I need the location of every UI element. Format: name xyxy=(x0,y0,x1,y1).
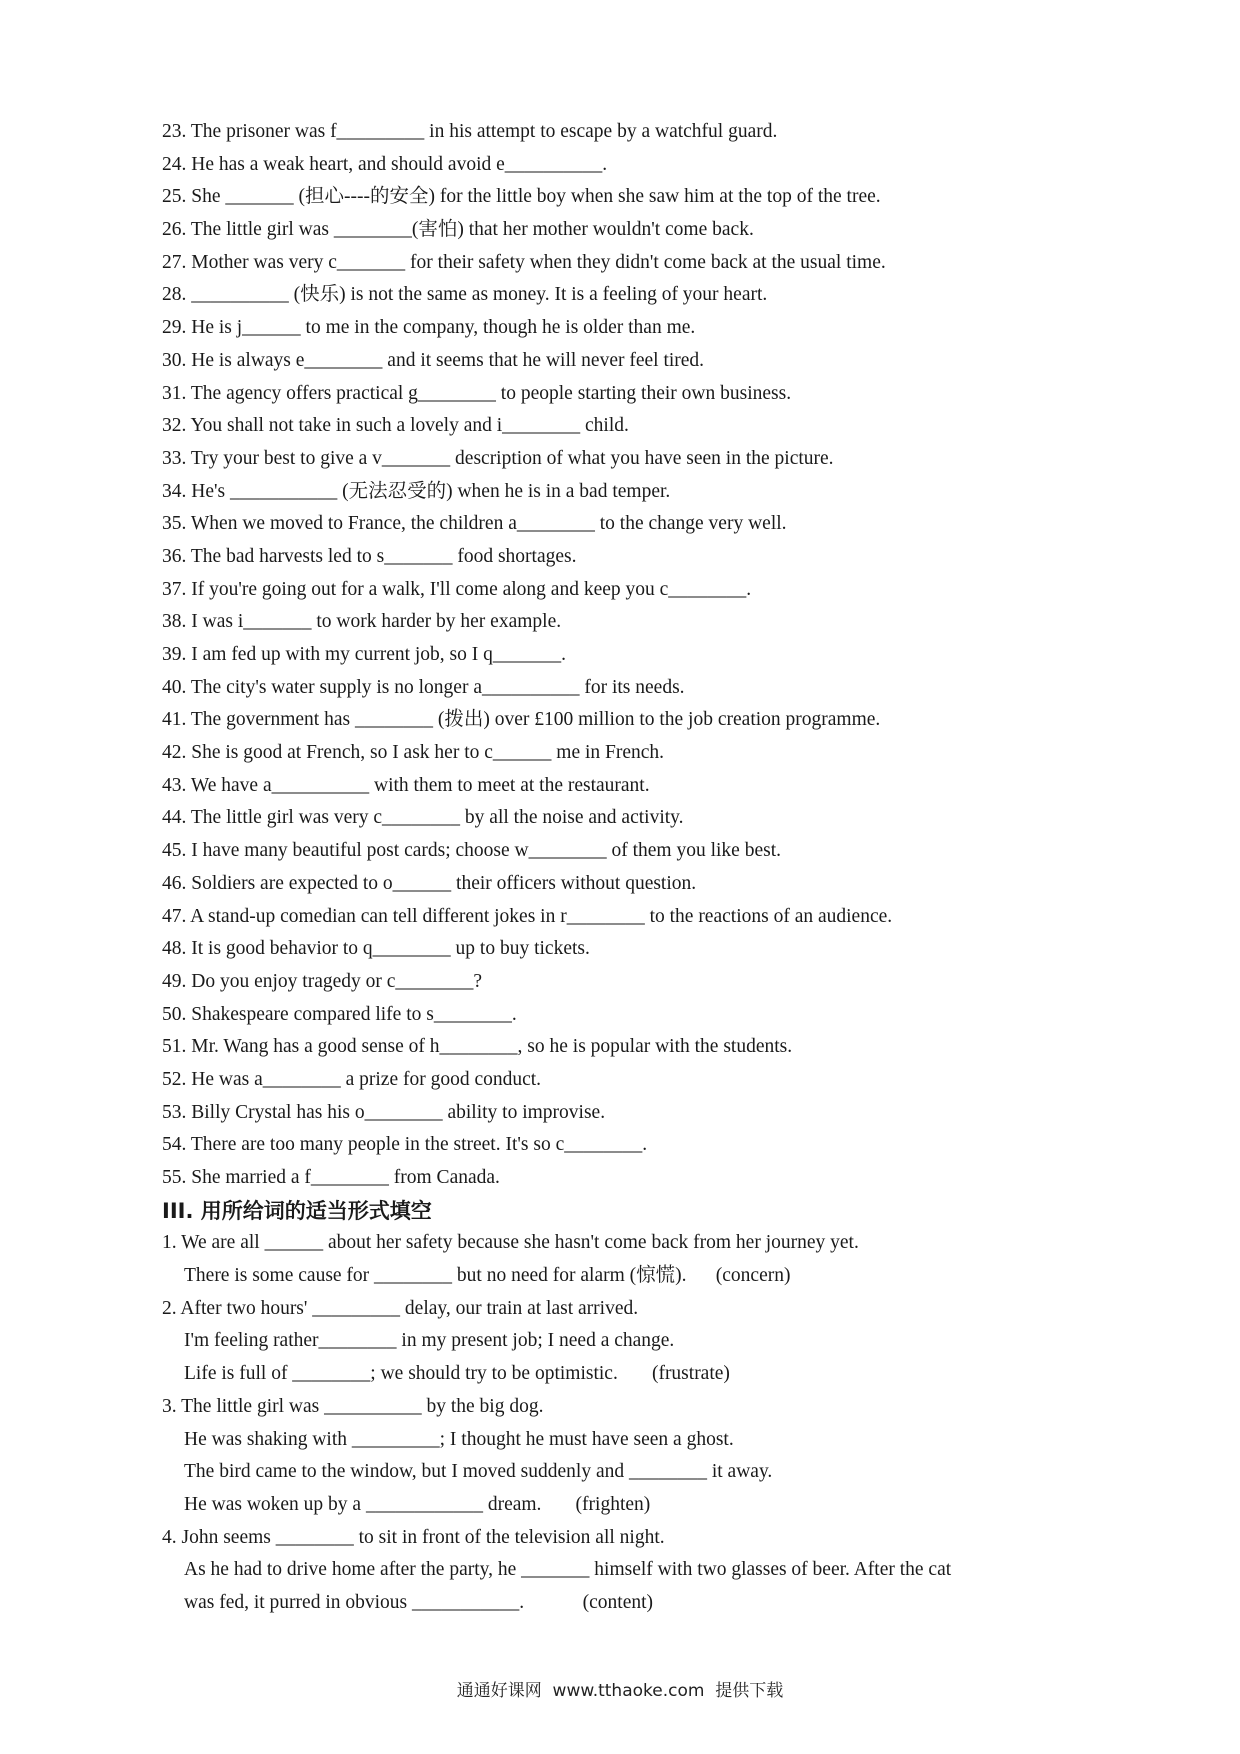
exercise-item: 45. I have many beautiful post cards; choose w________ of them you like best. xyxy=(162,840,781,862)
exercise-group xyxy=(162,1522,1082,1620)
exercise-item: 24. He has a weak heart, and should avoid e__________. xyxy=(162,153,608,175)
exercise-item: 36. The bad harvests led to s_______ food shortages. xyxy=(162,545,577,567)
exercise-item: 41. The government has ________ (拨出) over £100 million to the job creation programme. xyxy=(162,709,881,731)
exercise-item: 28. __________ (快乐) is not the same as money. It is a feeling of your heart. xyxy=(162,284,768,306)
exercise-group-first-line: 2. After two hours' _________ delay, our train at last arrived. xyxy=(162,1297,639,1319)
exercise-group-line: There is some cause for ________ but no need for alarm (惊慌). (concern) xyxy=(184,1265,791,1287)
exercise-item: 50. Shakespeare compared life to s________. xyxy=(162,1003,517,1025)
exercise-item: 53. Billy Crystal has his o________ ability to improvise. xyxy=(162,1101,606,1123)
exercise-item: 33. Try your best to give a v_______ description of what you have seen in the picture. xyxy=(162,447,834,469)
exercise-item: 35. When we moved to France, the children a________ to the change very well. xyxy=(162,513,787,535)
exercise-group xyxy=(162,1391,1082,1522)
worksheet-page xyxy=(162,116,1082,1620)
exercise-item: 32. You shall not take in such a lovely and i________ child. xyxy=(162,415,629,437)
exercise-item: 52. He was a________ a prize for good conduct. xyxy=(162,1068,542,1090)
exercise-group-line: Life is full of ________; we should try to be optimistic. (frustrate) xyxy=(184,1363,730,1385)
exercise-group-first-line: 1. We are all ______ about her safety because she hasn't come back from her journey yet. xyxy=(162,1232,859,1254)
exercise-group-line: I'm feeling rather________ in my present job; I need a change. xyxy=(184,1330,675,1352)
exercise-group-first-line: 3. The little girl was __________ by the big dog. xyxy=(162,1395,544,1417)
exercise-item: 51. Mr. Wang has a good sense of h________, so he is popular with the students. xyxy=(162,1036,793,1058)
exercise-item: 30. He is always e________ and it seems that he will never feel tired. xyxy=(162,349,705,371)
exercise-group-line: He was shaking with _________; I thought he must have seen a ghost. xyxy=(184,1428,734,1450)
exercise-item: 34. He's ___________ (无法忍受的) when he is in a bad temper. xyxy=(162,480,671,502)
exercise-group-line: was fed, it purred in obvious ___________. (content) xyxy=(184,1591,654,1613)
exercise-item: 40. The city's water supply is no longer a__________ for its needs. xyxy=(162,676,685,698)
exercise-item: 39. I am fed up with my current job, so I q_______. xyxy=(162,644,567,665)
exercise-group-line: He was woken up by a ____________ dream. (frighten) xyxy=(184,1493,651,1515)
exercise-group-first-line: 4. John seems ________ to sit in front of the television all night. xyxy=(162,1526,665,1548)
exercise-item: 25. She _______ (担心----的安全) for the little boy when she saw him at the top of the tree. xyxy=(162,186,881,208)
exercise-item: 46. Soldiers are expected to o______ their officers without question. xyxy=(162,872,697,894)
exercise-item: 48. It is good behavior to q________ up to buy tickets. xyxy=(162,938,590,960)
exercise-item: 27. Mother was very c_______ for their safety when they didn't come back at the usual time. xyxy=(162,251,886,273)
exercise-item: 54. There are too many people in the street. It's so c________. xyxy=(162,1134,648,1156)
exercise-group xyxy=(162,1227,1082,1292)
exercise-group xyxy=(162,1293,1082,1391)
exercise-item: 55. She married a f________ from Canada. xyxy=(162,1167,500,1188)
exercise-item: 38. I was i_______ to work harder by her example. xyxy=(162,611,562,633)
exercise-item: 47. A stand-up comedian can tell different jokes in r________ to the reactions of an audience. xyxy=(162,905,893,927)
exercise-item: 31. The agency offers practical g________ to people starting their own business. xyxy=(162,382,792,404)
section-title: III. 用所给词的适当形式填空 xyxy=(162,1198,432,1223)
exercise-item: 44. The little girl was very c________ by all the noise and activity. xyxy=(162,807,684,829)
exercise-item: 49. Do you enjoy tragedy or c________? xyxy=(162,970,483,992)
exercise-group-line: As he had to drive home after the party, he _______ himself with two glasses of beer. After the cat xyxy=(184,1559,952,1581)
section3-list xyxy=(162,1227,1082,1619)
exercise-item: 37. If you're going out for a walk, I'll come along and keep you c________. xyxy=(162,578,752,600)
footer: 通通好课网 www.tthaoke.com 提供下载 xyxy=(456,1681,784,1701)
exercise-item: 42. She is good at French, so I ask her to c______ me in French. xyxy=(162,742,665,764)
exercise-item: 23. The prisoner was f_________ in his attempt to escape by a watchful guard. xyxy=(162,121,778,142)
exercise-item: 26. The little girl was ________(害怕) that her mother wouldn't come back. xyxy=(162,219,754,241)
item-list xyxy=(162,116,1082,1195)
exercise-item: 29. He is j______ to me in the company, though he is older than me. xyxy=(162,317,696,339)
exercise-group-line: The bird came to the window, but I moved suddenly and ________ it away. xyxy=(184,1461,773,1483)
exercise-item: 43. We have a__________ with them to meet at the restaurant. xyxy=(162,774,650,796)
